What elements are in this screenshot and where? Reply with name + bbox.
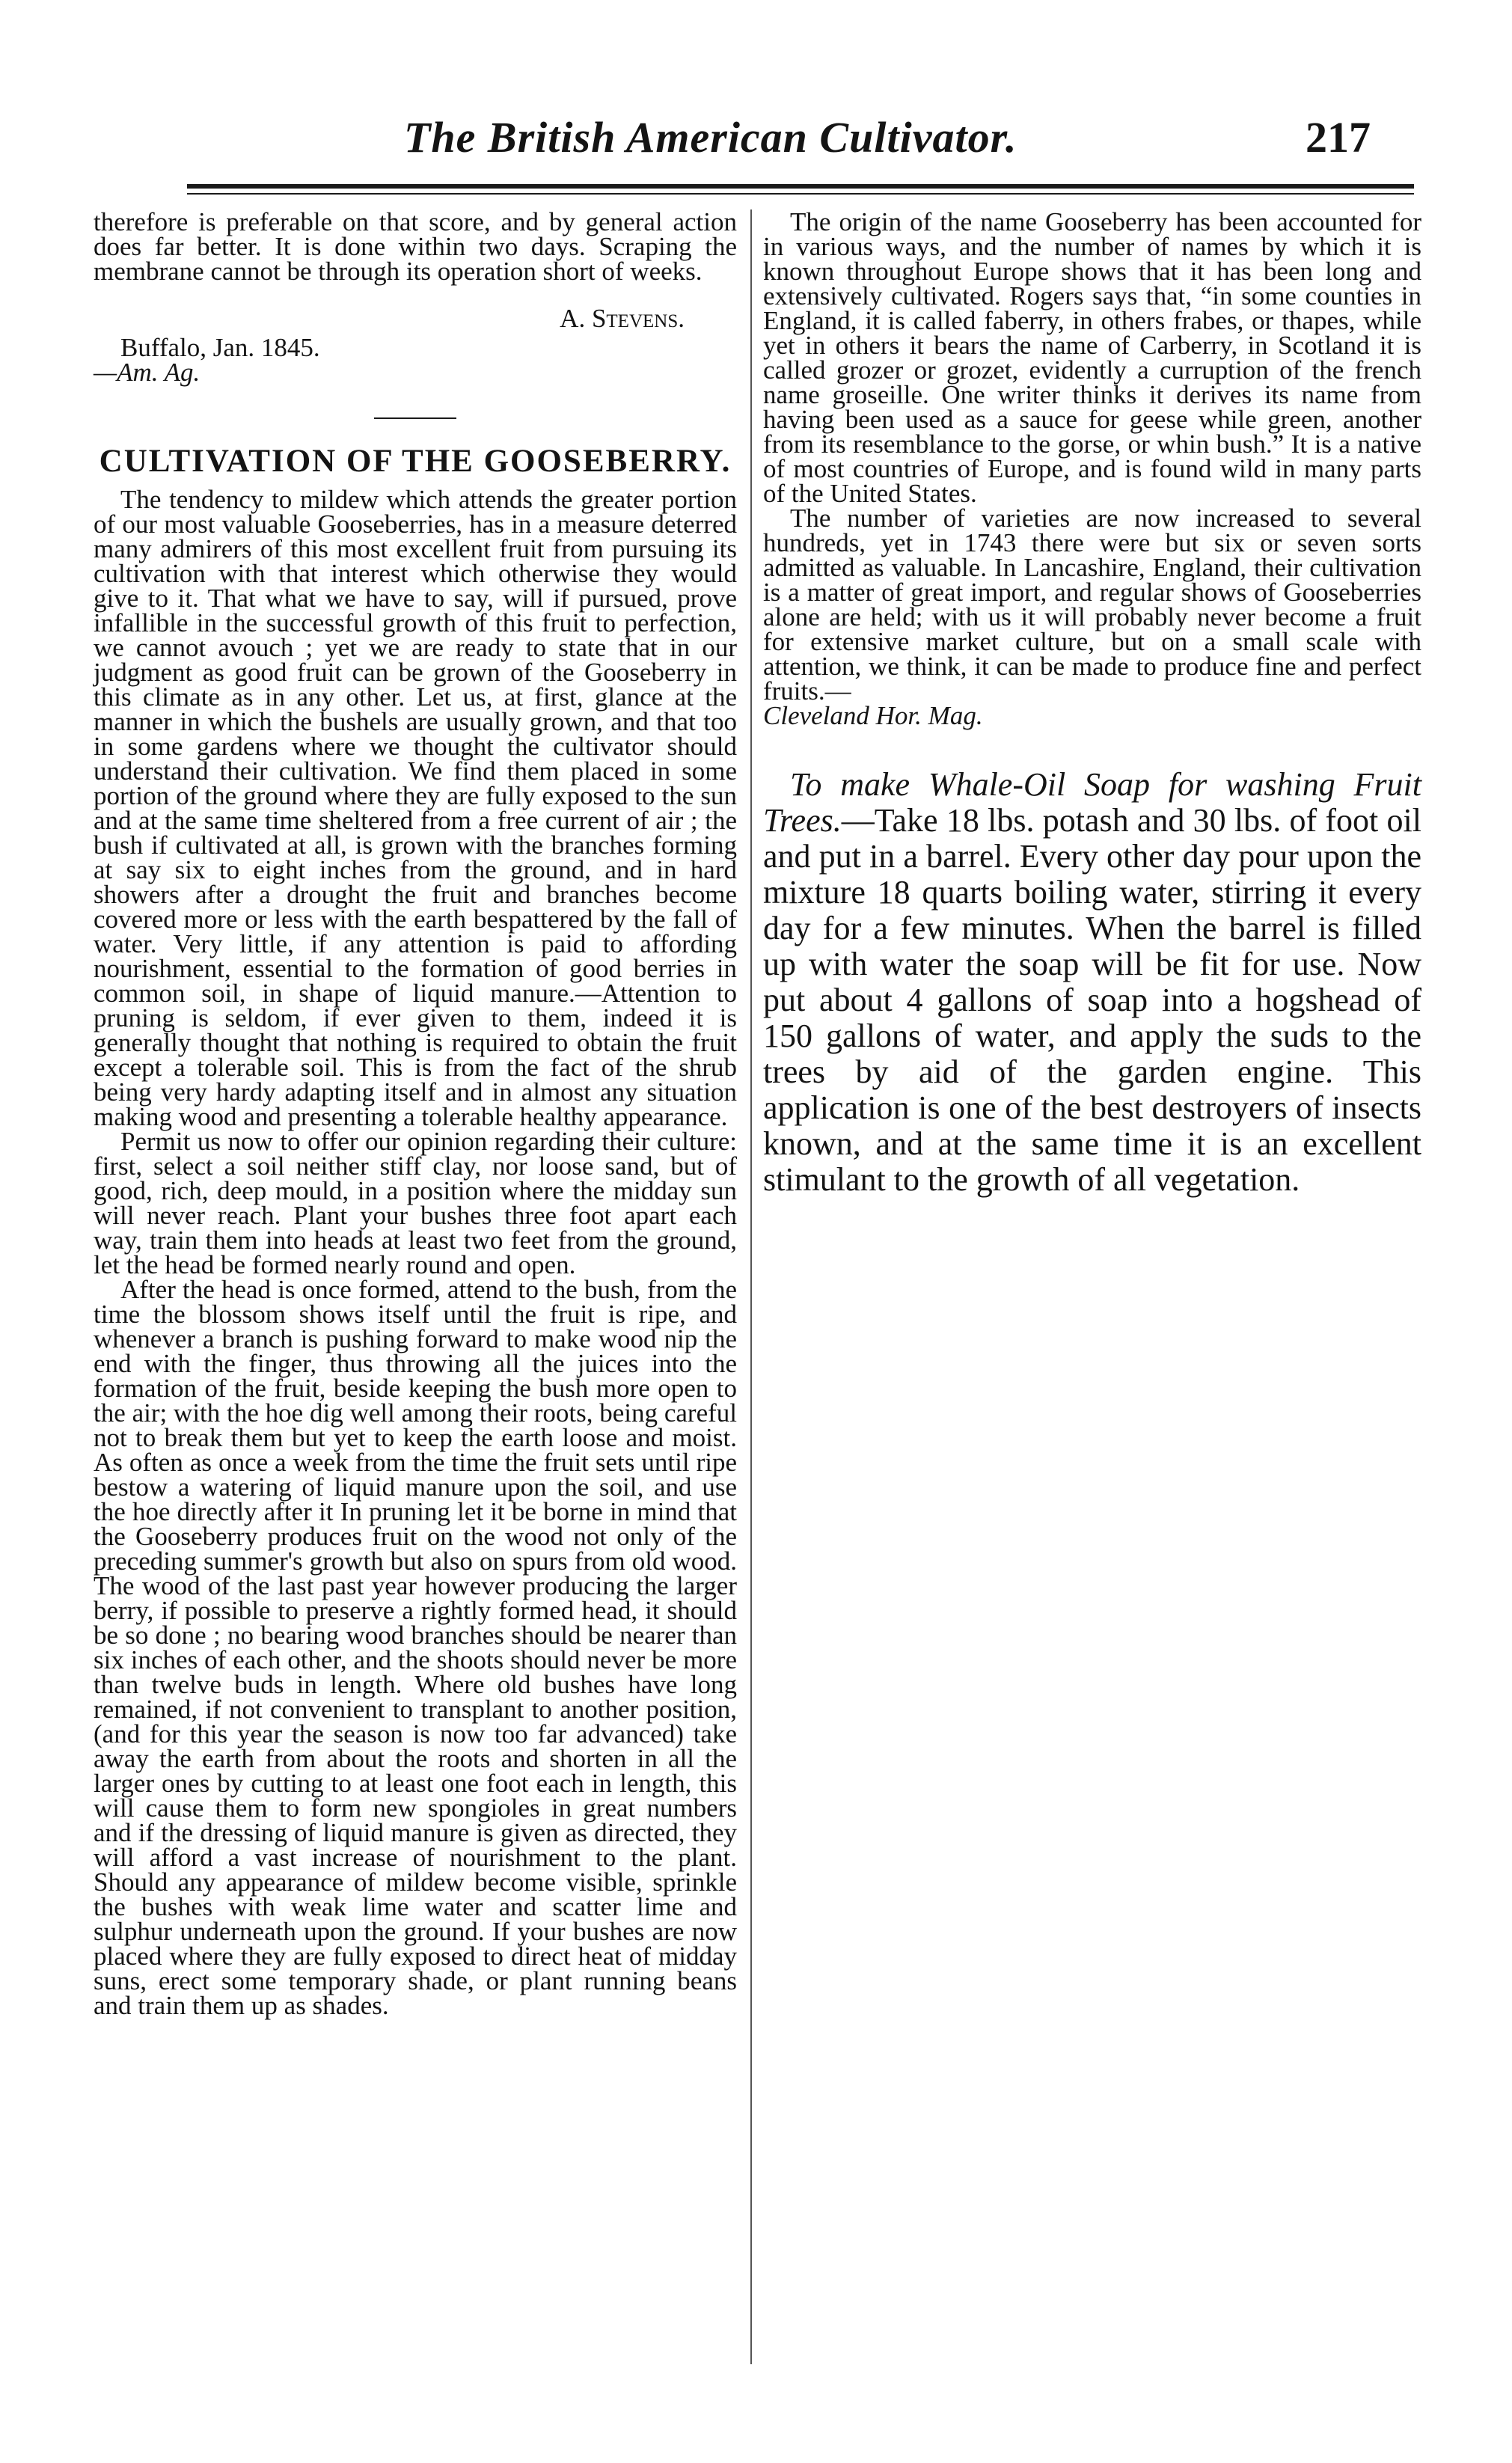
whale-oil-title: To make Whale-Oil Soap for washing Fruit Trees. bbox=[763, 766, 1421, 839]
header-rule-thick bbox=[187, 184, 1414, 189]
article-paragraph-4: The origin of the name Gooseberry has been accounted for in various ways, and the number of names by which it is known throughout Europe shows that it has been long and extensively cultivated. Rogers says that, “in some counties in England, it is called faberry, in others frabes, or thapes, while yet in others it bears the name of Carberry, in Scotland it is called grozer or grozet, evidently a curruption of the french name groseille. One writer thinks it derives its name from having been used as a sauce for geese while green, another from its resemblance to the gorse, or whin bush.” It is a native of most countries of Europe, and is found wild in many parts of the United States. bbox=[763, 207, 1421, 508]
whale-oil-article bbox=[763, 767, 1421, 1198]
article-paragraph-2: Permit us now to offer our opinion regarding their culture: first, select a soil neither stiff clay, nor loose sand, but of good, rich, deep mould, in a position where the midday sun will never reach. Plant your bushes three foot apart each way, train them into heads at least two feet from the ground, let the head be formed nearly round and open. bbox=[94, 1127, 737, 1279]
left-column bbox=[94, 209, 737, 2018]
section-divider bbox=[374, 417, 456, 419]
prev-article-dateline: Buffalo, Jan. 1845. bbox=[120, 333, 320, 362]
right-column bbox=[763, 209, 1421, 1198]
whale-oil-body: —Take 18 lbs. potash and 30 lbs. of foot oil and put in a barrel. Every other day pour upon the mixture 18 quarts boiling water, stirring it every day for a few minutes. When the barrel is filled up with water the soap will be fit for use. Now put about 4 gallons of soap into a hogshead of 150 gallons of water, and apply the suds to the trees by aid of the garden engine. This application is one of the best destroyers of insects known, and at the same time it is an excellent stimulant to the growth of all vegetation. bbox=[763, 802, 1421, 1198]
article-paragraph-3: After the head is once formed, attend to the bush, from the time the blossom shows itself until the fruit is ripe, and whenever a branch is pushing forward to make wood nip the end with the finger, thus throwing all the juices into the formation of the fruit, beside keeping the bush more open to the air; with the hoe dig well among their roots, being careful not to break them but yet to keep the earth loose and moist. As often as once a week from the time the fruit sets until ripe bestow a watering of liquid manure upon the soil, and use the hoe directly after it In pruning let it be borne in mind that the Gooseberry produces fruit on the wood not only of the preceding summer's growth but also on spurs from old wood. The wood of the last past year however producing the larger berry, if possible to preserve a rightly formed head, it should be so done ; no bearing wood branches should be nearer than six inches of each other, and the shoots should never be more than twelve buds in length. Where old bushes have long remained, if not convenient to transplant to another position, (and for this year the season is now too far advanced) take away the earth from about the roots and shorten in all the larger ones by cutting to at least one foot each in length, this will cause them to form new spongioles in great numbers and if the dressing of liquid manure is given as directed, they will afford a vast increase of nourishment to the plant. Should any appearance of mildew become visible, sprinkle the bushes with weak lime water and scatter lime and sulphur underneath upon the ground. If your bushes are now placed where they are fully exposed to direct heat of midday suns, erect some temporary shade, or plant running beans and train them up as shades. bbox=[94, 1275, 737, 2020]
article-heading: CULTIVATION OF THE GOOSEBERRY. bbox=[99, 444, 732, 479]
running-title: The British American Cultivator. bbox=[404, 113, 1017, 162]
article-credit: Cleveland Hor. Mag. bbox=[763, 701, 983, 730]
header-rule-thin bbox=[187, 193, 1414, 195]
article-paragraph-1: The tendency to mildew which attends the greater portion of our most valuable Gooseberries, has in a measure deterred many admirers of this most excellent fruit from pursuing its cultivation with that interest which otherwise they would give to it. That what we have to say, will if pursued, prove infallible in the successful growth of this fruit to perfection, we cannot avouch ; yet we are ready to state that in our judgment as good fruit can be grown of the Gooseberry in this climate as in any other. Let us, at first, glance at the manner in which the bushels are usually grown, and that too in some gardens where we thought the cultivator should understand their cultivation. We find them placed in some portion of the ground where they are fully exposed to the sun and at the same time sheltered from a free current of air ; the bush if cultivated at all, is grown with the branches forming at say six to eight inches from the ground, and in hard showers after a drought the fruit and branches become covered more or less with the earth bespattered by the fall of water. Very little, if any attention is paid to affording nourishment, essential to the formation of good berries in common soil, in shape of liquid manure.—Attention to pruning is seldom, if ever given to them, indeed it is generally thought that nothing is required to obtain the fruit except a tolerable soil. This is from the fact of the shrub being very hardy adapting itself and in almost any situation making wood and presenting a tolerable healthy appearance. bbox=[94, 485, 737, 1131]
article-paragraph-5: The number of varieties are now increased to several hundreds, yet in 1743 there were but six or seven sorts admitted as valuable. In Lancashire, England, their cultivation is a matter of great import, and regular shows of Gooseberries alone are held; with us it will probably never become a fruit for extensive market culture, but on a small scale with attention, we think, it can be made to produce fine and perfect fruits.— bbox=[763, 504, 1421, 706]
column-divider bbox=[750, 209, 752, 2364]
prev-article-source: —Am. Ag. bbox=[94, 358, 201, 387]
spacer bbox=[763, 728, 1421, 767]
page-number: 217 bbox=[1306, 113, 1371, 162]
prev-article-author: A. Stevens. bbox=[560, 304, 685, 333]
prev-article-continuation: therefore is preferable on that score, and by general action does far better. It is done within two days. Scraping the membrane cannot be through its operation short of weeks. bbox=[94, 207, 737, 286]
